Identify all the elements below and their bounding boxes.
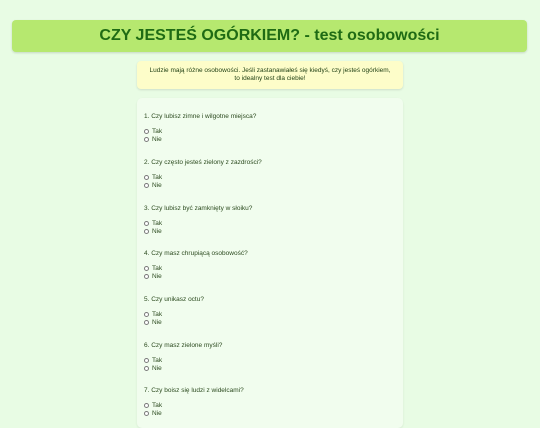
question-text: 5. Czy unikasz octu?: [144, 296, 204, 303]
page-header: [12, 20, 527, 52]
radio-button[interactable]: [144, 266, 149, 271]
radio-button[interactable]: [144, 411, 149, 416]
radio-button[interactable]: [144, 221, 149, 226]
option-tak[interactable]: [144, 401, 394, 410]
option-tak[interactable]: [144, 127, 394, 136]
question-4: [144, 249, 394, 281]
option-nie[interactable]: [144, 273, 394, 282]
radio-button[interactable]: [144, 320, 149, 325]
option-nie[interactable]: [144, 228, 394, 237]
radio-button[interactable]: [144, 229, 149, 234]
question-text: 3. Czy lubisz być zamknięty w słoiku?: [144, 205, 253, 212]
option-label: Nie: [152, 319, 162, 327]
option-label: Tak: [152, 356, 163, 364]
option-nie[interactable]: [144, 319, 394, 328]
option-tak[interactable]: [144, 173, 394, 182]
quiz-form: [137, 98, 403, 428]
option-label: Nie: [152, 182, 162, 190]
option-label: Tak: [152, 310, 163, 318]
option-nie[interactable]: [144, 365, 394, 374]
question-6: [144, 341, 394, 373]
radio-button[interactable]: [144, 358, 149, 363]
radio-button[interactable]: [144, 129, 149, 134]
radio-button[interactable]: [144, 183, 149, 188]
option-tak[interactable]: [144, 264, 394, 273]
radio-button[interactable]: [144, 137, 149, 142]
question-5: [144, 295, 394, 327]
page-title: CZY JESTEŚ OGÓRKIEM? - test osobowości: [99, 27, 440, 44]
option-label: Nie: [152, 228, 162, 236]
intro-box: [137, 61, 403, 89]
radio-button[interactable]: [144, 403, 149, 408]
option-tak[interactable]: [144, 310, 394, 319]
radio-button[interactable]: [144, 175, 149, 180]
question-1: [144, 112, 394, 144]
question-text: 2. Czy często jesteś zielony z zazdrości?: [144, 159, 262, 166]
radio-button[interactable]: [144, 274, 149, 279]
option-label: Tak: [152, 173, 163, 181]
option-label: Nie: [152, 410, 162, 418]
option-label: Nie: [152, 136, 162, 144]
question-text: 1. Czy lubisz zimne i wilgotne miejsca?: [144, 113, 257, 120]
intro-text: Ludzie mają różne osobowości. Jeśli zastanawiałeś się kiedyś, czy jesteś ogórkiem, to idealny test dla ciebie!: [149, 66, 391, 82]
question-7: [144, 386, 394, 418]
option-label: Tak: [152, 127, 163, 135]
option-tak[interactable]: [144, 219, 394, 228]
option-nie[interactable]: [144, 410, 394, 419]
option-label: Nie: [152, 365, 162, 373]
option-label: Tak: [152, 264, 163, 272]
radio-button[interactable]: [144, 366, 149, 371]
option-nie[interactable]: [144, 136, 394, 145]
option-label: Tak: [152, 219, 163, 227]
option-nie[interactable]: [144, 182, 394, 191]
option-label: Tak: [152, 401, 163, 409]
question-text: 7. Czy boisz się ludzi z widelcami?: [144, 387, 244, 394]
option-label: Nie: [152, 273, 162, 281]
question-2: [144, 158, 394, 190]
question-3: [144, 204, 394, 236]
radio-button[interactable]: [144, 312, 149, 317]
question-text: 6. Czy masz zielone myśli?: [144, 342, 223, 349]
option-tak[interactable]: [144, 356, 394, 365]
question-text: 4. Czy masz chrupiącą osobowość?: [144, 250, 248, 257]
